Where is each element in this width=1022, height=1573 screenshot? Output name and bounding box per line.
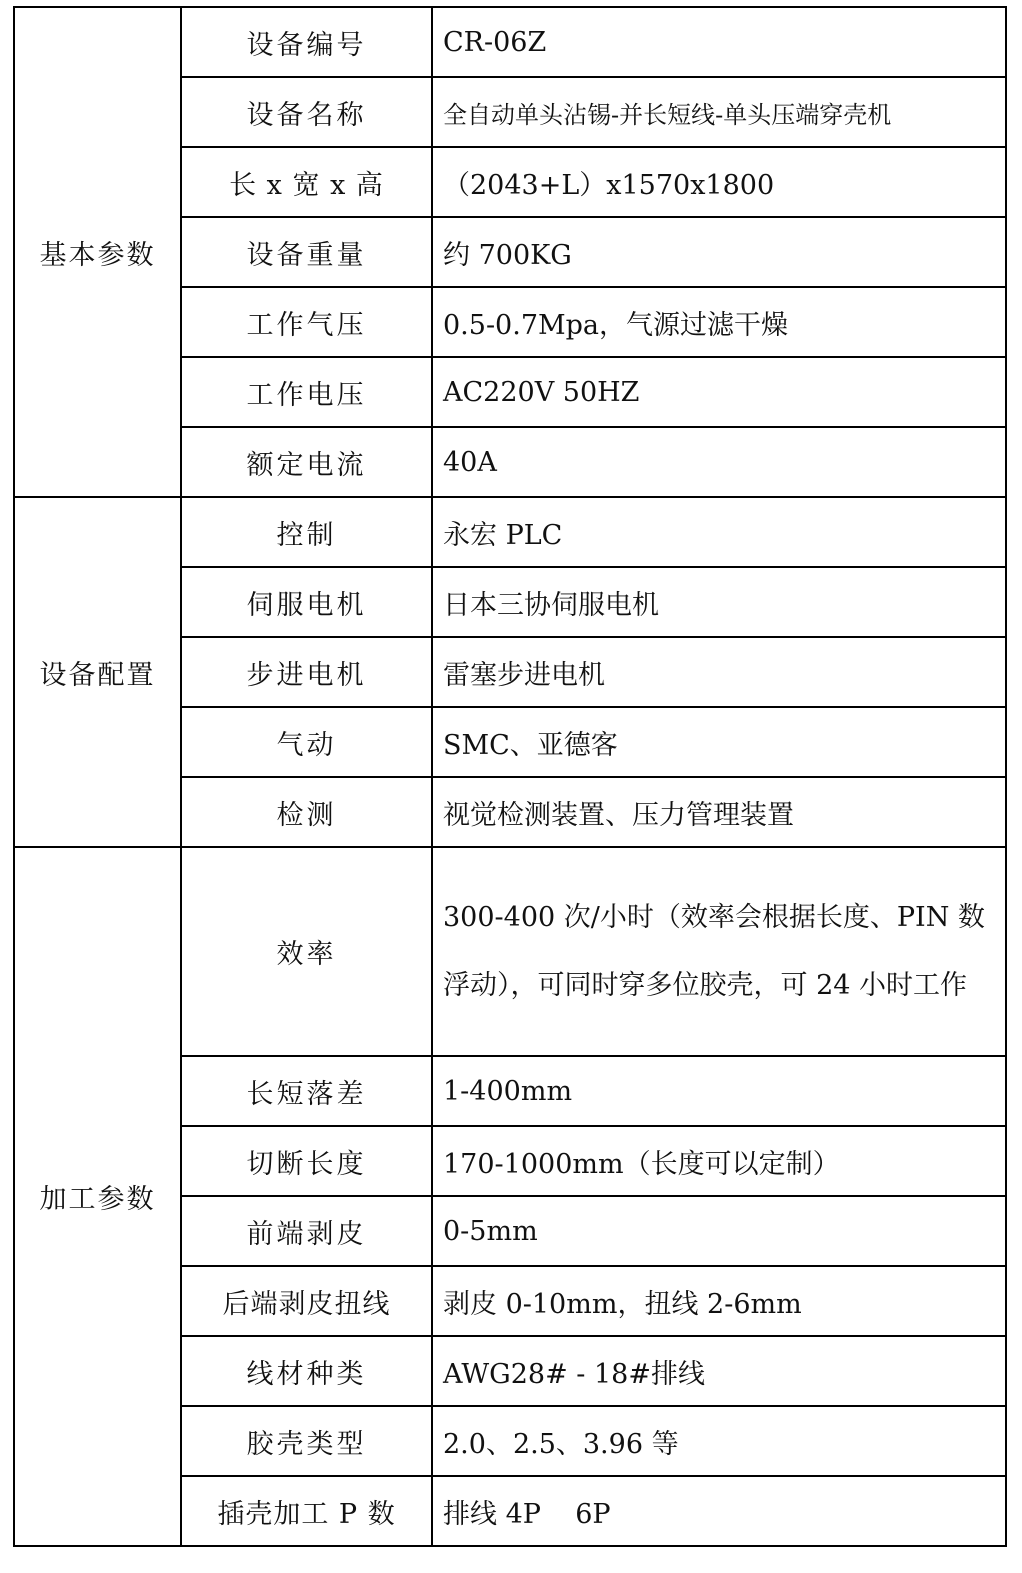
row-value: 排线 4P 6P xyxy=(432,1476,1006,1546)
row-label: 插壳加工 P 数 xyxy=(181,1476,432,1546)
row-label: 伺服电机 xyxy=(181,567,432,637)
row-label: 效率 xyxy=(181,847,432,1056)
row-label: 前端剥皮 xyxy=(181,1196,432,1266)
row-value: 约 700KG xyxy=(432,217,1006,287)
row-label: 切断长度 xyxy=(181,1126,432,1196)
spec-table xyxy=(13,6,1007,1547)
group-basic-params: 基本参数 xyxy=(14,7,181,497)
row-value: 全自动单头沾锡-并长短线-单头压端穿壳机 xyxy=(432,77,1006,147)
row-value: 0.5-0.7Mpa，气源过滤干燥 xyxy=(432,287,1006,357)
row-label: 气动 xyxy=(181,707,432,777)
group-equipment-config: 设备配置 xyxy=(14,497,181,847)
row-value: （2043+L）x1570x1800 xyxy=(432,147,1006,217)
row-value: 1-400mm xyxy=(432,1056,1006,1126)
row-label: 工作电压 xyxy=(181,357,432,427)
row-label: 工作气压 xyxy=(181,287,432,357)
row-label: 设备名称 xyxy=(181,77,432,147)
row-label: 长 x 宽 x 高 xyxy=(181,147,432,217)
row-value: 300-400 次/小时（效率会根据长度、PIN 数浮动），可同时穿多位胶壳，可 24 小时工作 xyxy=(432,847,1006,1056)
row-label: 额定电流 xyxy=(181,427,432,497)
row-label: 控制 xyxy=(181,497,432,567)
row-value: 永宏 PLC xyxy=(432,497,1006,567)
row-value: 日本三协伺服电机 xyxy=(432,567,1006,637)
row-value: CR-06Z xyxy=(432,7,1006,77)
row-label: 检测 xyxy=(181,777,432,847)
row-label: 步进电机 xyxy=(181,637,432,707)
row-value: 视觉检测装置、压力管理装置 xyxy=(432,777,1006,847)
row-label: 设备重量 xyxy=(181,217,432,287)
row-value: 剥皮 0-10mm，扭线 2-6mm xyxy=(432,1266,1006,1336)
row-value: AWG28# - 18#排线 xyxy=(432,1336,1006,1406)
row-value: 40A xyxy=(432,427,1006,497)
row-value: 170-1000mm（长度可以定制） xyxy=(432,1126,1006,1196)
row-label: 线材种类 xyxy=(181,1336,432,1406)
row-label: 胶壳类型 xyxy=(181,1406,432,1476)
table-row xyxy=(14,847,1006,1056)
row-value: SMC、亚德客 xyxy=(432,707,1006,777)
table-row xyxy=(14,497,1006,567)
row-label: 设备编号 xyxy=(181,7,432,77)
row-value: 2.0、2.5、3.96 等 xyxy=(432,1406,1006,1476)
row-value: 0-5mm xyxy=(432,1196,1006,1266)
row-value: AC220V 50HZ xyxy=(432,357,1006,427)
row-value: 雷塞步进电机 xyxy=(432,637,1006,707)
table-row xyxy=(14,7,1006,77)
group-processing-params: 加工参数 xyxy=(14,847,181,1546)
row-label: 长短落差 xyxy=(181,1056,432,1126)
row-label: 后端剥皮扭线 xyxy=(181,1266,432,1336)
